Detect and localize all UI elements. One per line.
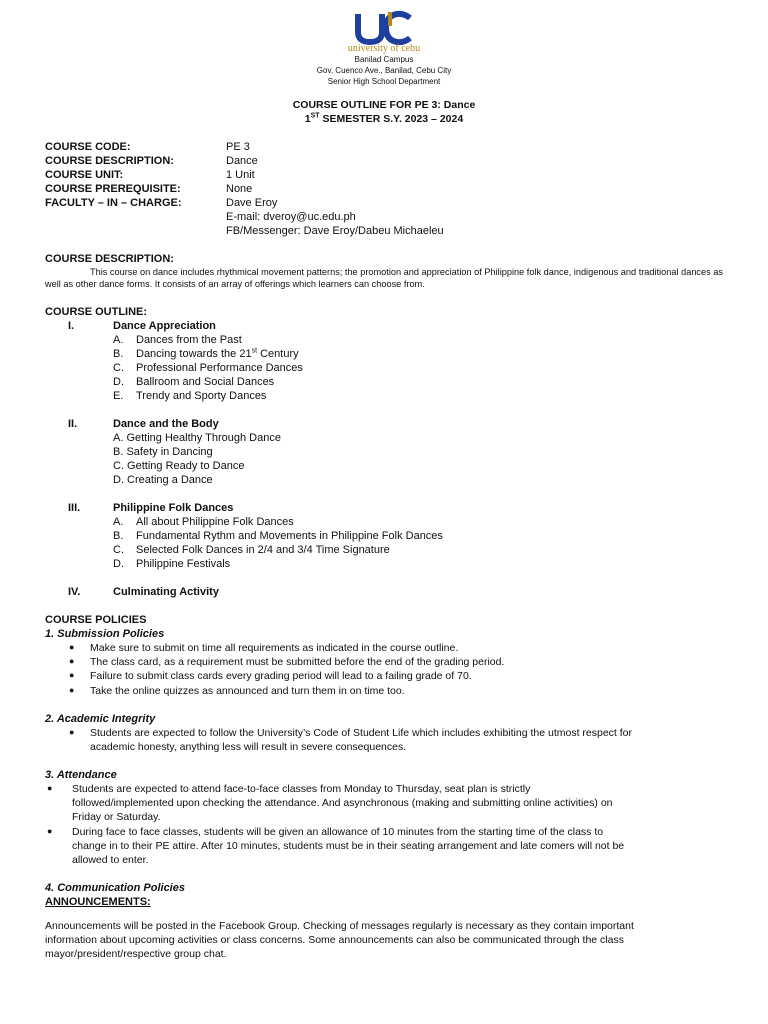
outline-item: Selected Folk Dances in 2/4 and 3/4 Time Signature bbox=[136, 544, 390, 556]
outline-item: D. Creating a Dance bbox=[113, 474, 213, 486]
outline-item-letter: A. bbox=[113, 516, 124, 528]
section-number: III. bbox=[68, 502, 81, 514]
attendance-line: During face to face classes, students will be given an allowance of 10 minutes from the starting time of the class to bbox=[72, 826, 604, 838]
announcements-line: mayor/president/respective group chat. bbox=[45, 948, 227, 960]
submission-heading: 1. Submission Policies bbox=[45, 628, 165, 640]
communication-heading: 4. Communication Policies bbox=[45, 882, 185, 894]
announcements-heading: ANNOUNCEMENTS: bbox=[45, 896, 151, 908]
outline-item: Trendy and Sporty Dances bbox=[136, 390, 267, 402]
faculty-messenger: FB/Messenger: Dave Eroy/Dabeu Michaeleu bbox=[226, 225, 444, 237]
integrity-heading: 2. Academic Integrity bbox=[45, 713, 156, 725]
outline-item-letter: C. bbox=[113, 362, 124, 374]
section-title: Dance and the Body bbox=[113, 418, 219, 430]
section-number: I. bbox=[68, 320, 75, 332]
bullet-icon: ● bbox=[69, 656, 75, 666]
section-number: II. bbox=[68, 418, 78, 430]
integrity-line: Students are expected to follow the University’s Code of Student Life which includes exhibiting the utmost respect for bbox=[90, 727, 633, 739]
attendance-line: Friday or Saturday. bbox=[72, 811, 161, 823]
faculty-email: E-mail: dveroy@uc.edu.ph bbox=[226, 211, 356, 223]
outline-item-letter: D. bbox=[113, 376, 124, 388]
bullet-icon: ● bbox=[69, 685, 75, 695]
outline-item: B. Safety in Dancing bbox=[113, 446, 213, 458]
bullet-icon: ● bbox=[69, 727, 75, 737]
attendance-heading: 3. Attendance bbox=[45, 769, 117, 781]
announcements-line: information about upcoming activities or class concerns. Some announcements can also be communicated through the class bbox=[45, 934, 624, 946]
outline-item: A. Getting Healthy Through Dance bbox=[113, 432, 281, 444]
section-title: Philippine Folk Dances bbox=[113, 502, 234, 514]
attendance-line: allowed to enter. bbox=[72, 854, 149, 866]
outline-item-letter: B. bbox=[113, 530, 124, 542]
submission-item: Take the online quizzes as announced and turn them in on time too. bbox=[90, 685, 405, 697]
submission-item: Failure to submit class cards every grading period will lead to a failing grade of 70. bbox=[90, 670, 472, 682]
submission-item: The class card, as a requirement must be submitted before the end of the grading period. bbox=[90, 656, 505, 668]
outline-item: Ballroom and Social Dances bbox=[136, 376, 275, 388]
section-title: Dance Appreciation bbox=[113, 320, 216, 332]
title-line-2: 1ST SEMESTER S.Y. 2023 – 2024 bbox=[304, 112, 464, 125]
outline-item: C. Getting Ready to Dance bbox=[113, 460, 245, 472]
announcements-line: Announcements will be posted in the Facebook Group. Checking of messages regularly is necessary as they contain important bbox=[45, 920, 634, 932]
document-title bbox=[0, 98, 768, 126]
section-title: Culminating Activity bbox=[113, 586, 219, 598]
policies-heading: COURSE POLICIES bbox=[45, 614, 147, 626]
info-row-description: COURSE DESCRIPTION: Dance bbox=[45, 155, 258, 167]
bullet-icon: ● bbox=[47, 783, 53, 793]
outline-item-letter: D. bbox=[113, 558, 124, 570]
info-row-faculty: FACULTY – IN – CHARGE: Dave Eroy bbox=[45, 197, 278, 209]
info-row-code: COURSE CODE: PE 3 bbox=[45, 141, 250, 153]
campus-address: Gov. Cuenco Ave., Banilad, Cebu City bbox=[316, 66, 452, 75]
integrity-line: academic honesty, anything less will result in severe consequences. bbox=[90, 741, 407, 753]
description-text: This course on dance includes rhythmical movement patterns; the promotion and appreciation of Philippine folk dance, indigenous and traditional dances as well as other dance forms. It consists of an array of offerings which learners can choose from. bbox=[45, 267, 723, 289]
outline-heading: COURSE OUTLINE: bbox=[45, 306, 148, 318]
outline-item: Dancing towards the 21st Century bbox=[136, 347, 299, 360]
attendance-line: followed/implemented upon checking the attendance. And asynchronous (making and submitting online activities) on bbox=[72, 797, 613, 809]
bullet-icon: ● bbox=[47, 826, 53, 836]
outline-item: Fundamental Rythm and Movements in Philippine Folk Dances bbox=[136, 530, 443, 542]
outline-item: Professional Performance Dances bbox=[136, 362, 303, 374]
outline-item-letter: A. bbox=[113, 334, 124, 346]
uc-logo-icon bbox=[344, 10, 424, 46]
department-name: Senior High School Department bbox=[327, 77, 441, 86]
logo-subtitle: university of cebu bbox=[347, 43, 421, 54]
bullet-icon: ● bbox=[69, 670, 75, 680]
attendance-line: change in to their PE attire. After 10 minutes, students must be in their seating arrangement and late comers will not be bbox=[72, 840, 625, 852]
campus-name: Banilad Campus bbox=[354, 55, 414, 64]
outline-item-letter: C. bbox=[113, 544, 124, 556]
bullet-icon: ● bbox=[69, 642, 75, 652]
section-number: IV. bbox=[68, 586, 81, 598]
outline-item-letter: B. bbox=[113, 348, 124, 360]
attendance-line: Students are expected to attend face-to-face classes from Monday to Thursday, seat plan is strictly bbox=[72, 783, 531, 795]
outline-item: Philippine Festivals bbox=[136, 558, 231, 570]
title-line-1: COURSE OUTLINE FOR PE 3: Dance bbox=[292, 99, 476, 111]
description-heading: COURSE DESCRIPTION: bbox=[45, 253, 174, 265]
info-row-prerequisite: COURSE PREREQUISITE: None bbox=[45, 183, 253, 195]
outline-item: Dances from the Past bbox=[136, 334, 242, 346]
outline-item-letter: E. bbox=[113, 390, 124, 402]
outline-item: All about Philippine Folk Dances bbox=[136, 516, 294, 528]
letterhead bbox=[0, 10, 768, 87]
submission-item: Make sure to submit on time all requirements as indicated in the course outline. bbox=[90, 642, 459, 654]
info-row-unit: COURSE UNIT: 1 Unit bbox=[45, 169, 255, 181]
